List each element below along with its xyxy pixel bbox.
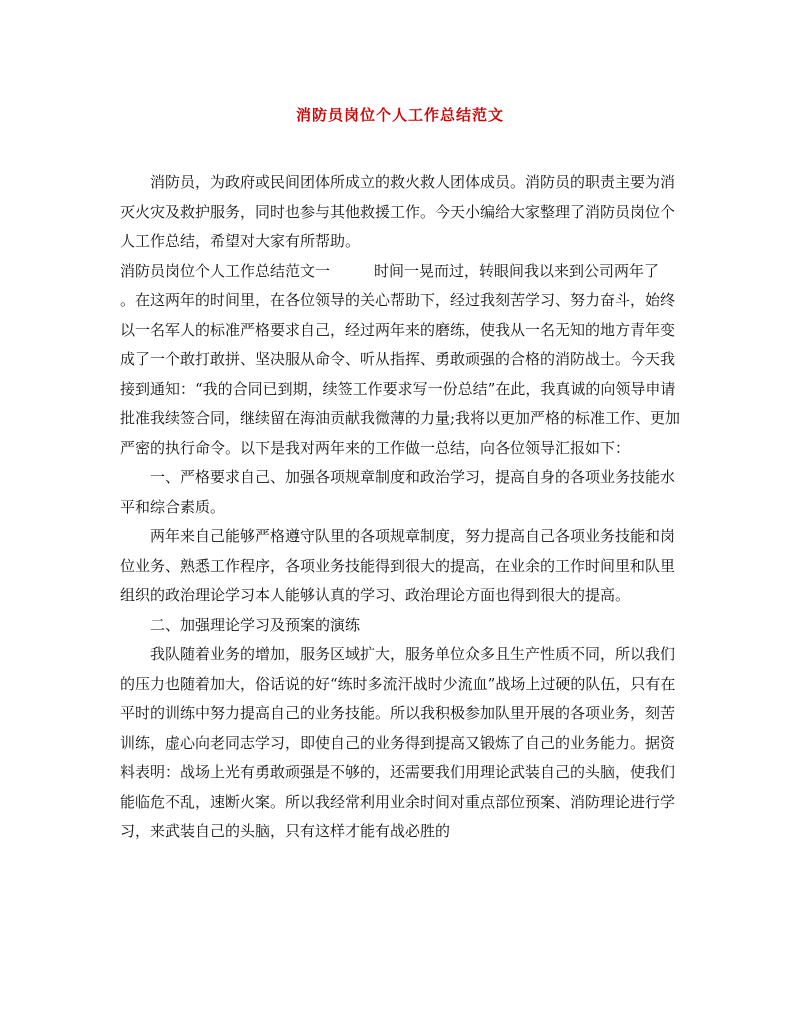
section-header-row (120, 257, 686, 287)
document-body (120, 168, 686, 847)
point2-heading: 二、加强理论学习及预案的演练 (150, 615, 361, 634)
document-title: 消防员岗位个人工作总结范文 (295, 106, 504, 124)
section-body-paragraph: 。在这两年的时间里，在各位领导的关心帮助下，经过我刻苦学习、努力奋斗，始终以一名军人的标准严格要求自己，经过两年来的磨练，使我从一名无知的地方青年变成了一个敢打敢拼、坚决服从命令、听从指挥、勇敢顽强的合格的消防战士。今天我接到通知：“我的合同已到期，续签工作要求写一份总结”在此，我真诚的向领导申请批准我续签合同，继续留在海油贡献我微薄的力量;我将以更加严格的标准工作、更加严密的执行命令。以下是我对两年来的工作做一总结，向各位领导汇报如下： (120, 291, 681, 457)
point2-body: 我队随着业务的增加，服务区域扩大，服务单位众多且生产性质不同，所以我们的压力也随着加大，俗话说的好“练时多流汗战时少流血”战场上过硬的队伍，只有在平时的训练中努力提高自己的业务技能。所以我积极参加队里开展的各项业务，刻苦训练，虚心向老同志学习，即使自己的业务得到提高又锻炼了自己的业务能力。据资料表明：战场上光有勇敢顽强是不够的，还需要我们用理论武装自己的头脑，使我们能临危不乱，速断火案。所以我经常利用业余时间对重点部位预案、消防理论进行学习，来武装自己的头脑，只有这样才能有战必胜的 (120, 645, 676, 840)
point1-heading: 一、严格要求自己、加强各项规章制度和政治学习，提高自身的各项业务技能水平和综合素质。 (120, 468, 676, 516)
point1-body: 两年来自己能够严格遵守队里的各项规章制度，努力提高自己各项业务技能和岗位业务、熟悉工作程序，各项业务技能得到很大的提高，在业余的工作时间里和队里组织的政治理论学习本人能够认真的学习、政治理论方面也得到很大的提高。 (120, 527, 676, 604)
section-first-line: 时间一晃而过，转眼间我以来到公司两年了 (374, 261, 660, 280)
intro-paragraph: 消防员，为政府或民间团体所成立的救火救人团体成员。消防员的职责主要为消灭火灾及救护服务，同时也参与其他救援工作。今天小编给大家整理了消防员岗位个人工作总结，希望对大家有所帮助。 (120, 173, 676, 250)
section-label: 消防员岗位个人工作总结范文一 (120, 261, 331, 280)
